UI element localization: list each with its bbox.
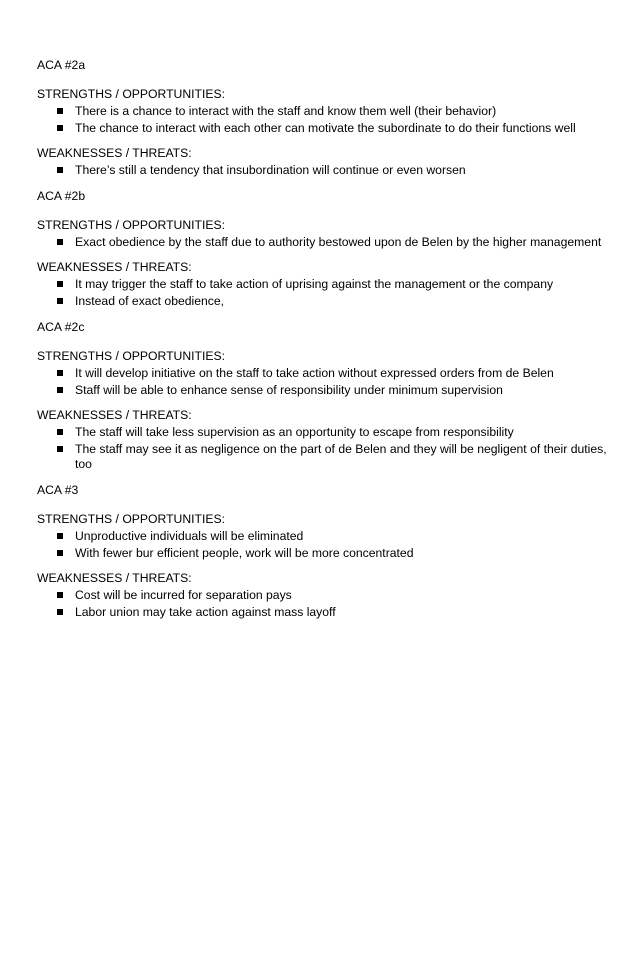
list-item-text: It will develop initiative on the staff to take action without expressed orders from de Belen [75,366,554,380]
list-item-text: Unproductive individuals will be eliminated [75,529,304,543]
section-title: ACA #2b [37,189,86,203]
bullet-square-icon [57,167,63,173]
list-item [37,366,608,381]
weaknesses-list [37,277,608,309]
list-item [37,277,608,292]
bullet-square-icon [57,281,63,287]
list-item-text: The chance to interact with each other can motivate the subordinate to do their functions well [75,121,576,135]
section-aca-2b [37,189,608,309]
bullet-square-icon [57,550,63,556]
section-aca-2c [37,320,608,472]
weaknesses-list [37,425,608,472]
list-item [37,235,608,250]
section-title: ACA #3 [37,483,79,497]
list-item-text: It may trigger the staff to take action of uprising against the management or the company [75,277,554,291]
bullet-square-icon [57,370,63,376]
weaknesses-list [37,588,608,620]
bullet-square-icon [57,609,63,615]
list-item-text: With fewer bur efficient people, work will be more concentrated [75,546,414,560]
bullet-square-icon [57,125,63,131]
strengths-list [37,529,608,561]
list-item [37,546,608,561]
strengths-heading: STRENGTHS / OPPORTUNITIES: [37,87,226,101]
strengths-list [37,104,608,136]
list-item [37,383,608,398]
bullet-square-icon [57,387,63,393]
bullet-square-icon [57,239,63,245]
list-item-text: There is a chance to interact with the staff and know them well (their behavior) [75,104,497,118]
list-item-text: Staff will be able to enhance sense of responsibility under minimum supervision [75,383,503,397]
list-item [37,163,608,178]
strengths-heading: STRENGTHS / OPPORTUNITIES: [37,512,226,526]
section-title: ACA #2c [37,320,85,334]
list-item [37,104,608,119]
list-item [37,425,608,440]
weaknesses-heading: WEAKNESSES / THREATS: [37,260,192,274]
list-item-text: Exact obedience by the staff due to authority bestowed upon de Belen by the higher management [75,235,602,249]
bullet-square-icon [57,533,63,539]
list-item-text: The staff will take less supervision as an opportunity to escape from responsibility [75,425,514,439]
list-item [37,529,608,544]
list-item-text: Labor union may take action against mass layoff [75,605,336,619]
list-item-text: Instead of exact obedience, [75,294,225,308]
strengths-heading: STRENGTHS / OPPORTUNITIES: [37,349,226,363]
list-item [37,442,608,472]
bullet-square-icon [57,298,63,304]
section-aca-2a [37,58,608,178]
list-item-text: Cost will be incurred for separation pays [75,588,292,602]
list-item-text: There’s still a tendency that insubordination will continue or even worsen [75,163,466,177]
list-item-text: The staff may see it as negligence on the part of de Belen and they will be negligent of their duties, too [75,442,607,471]
list-item [37,294,608,309]
weaknesses-heading: WEAKNESSES / THREATS: [37,571,192,585]
section-title: ACA #2a [37,58,86,72]
bullet-square-icon [57,108,63,114]
weaknesses-heading: WEAKNESSES / THREATS: [37,408,192,422]
weaknesses-heading: WEAKNESSES / THREATS: [37,146,192,160]
list-item [37,121,608,136]
bullet-square-icon [57,446,63,452]
list-item [37,588,608,603]
bullet-square-icon [57,592,63,598]
strengths-list [37,366,608,398]
strengths-list [37,235,608,250]
section-aca-3 [37,483,608,620]
bullet-square-icon [57,429,63,435]
list-item [37,605,608,620]
weaknesses-list [37,163,608,178]
strengths-heading: STRENGTHS / OPPORTUNITIES: [37,218,226,232]
